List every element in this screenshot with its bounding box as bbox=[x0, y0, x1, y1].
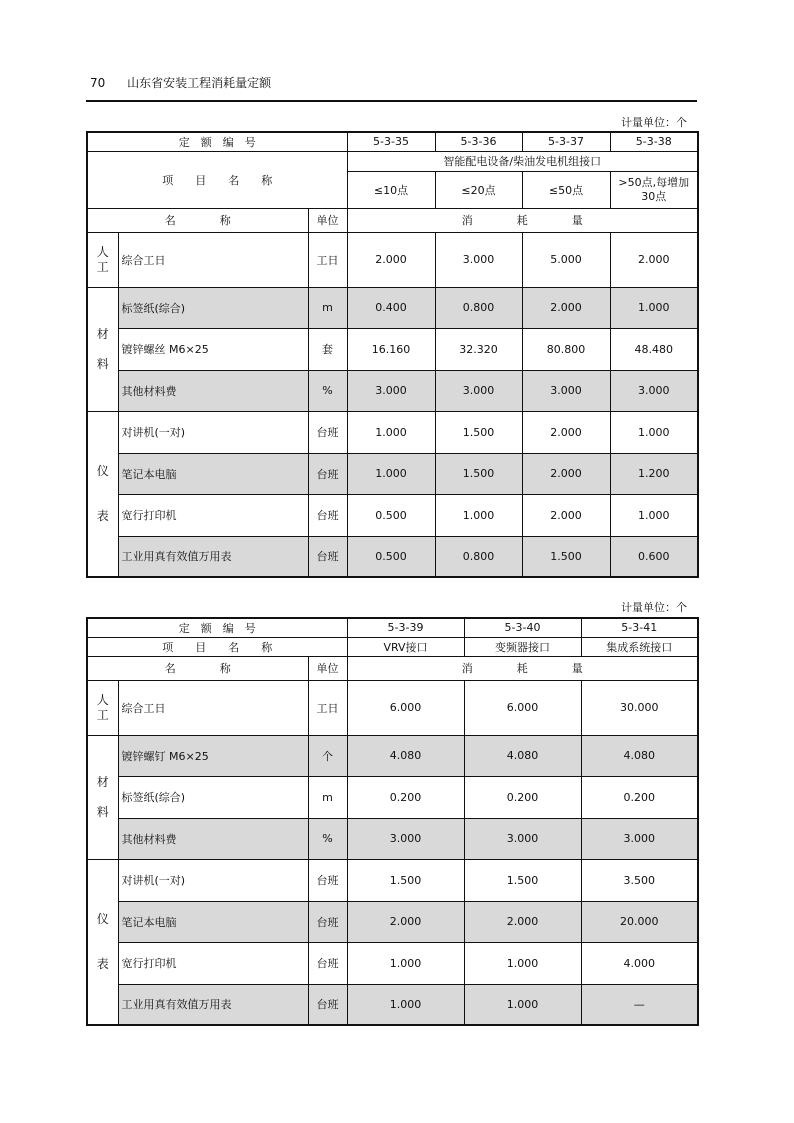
row-unit: % bbox=[308, 818, 347, 859]
value-cell: 20.000 bbox=[581, 901, 698, 942]
name-header: 名 称 bbox=[87, 208, 308, 232]
category-cell: 仪 表 bbox=[87, 859, 118, 1025]
table2-header-row bbox=[87, 656, 698, 680]
value-cell: — bbox=[581, 984, 698, 1025]
value-cell: 0.200 bbox=[347, 776, 464, 818]
row-unit: 台班 bbox=[308, 536, 347, 577]
category-cell: 材 料 bbox=[87, 287, 118, 411]
value-cell: 1.000 bbox=[347, 453, 435, 494]
value-cell: 48.480 bbox=[610, 328, 698, 370]
value-cell: 1.500 bbox=[347, 859, 464, 901]
row-name: 工业用真有效值万用表 bbox=[118, 984, 308, 1025]
table-row bbox=[87, 453, 698, 494]
row-unit: 工日 bbox=[308, 680, 347, 735]
code-cell: 5-3-40 bbox=[464, 618, 581, 637]
table2-unit-label: 计量单位：个 bbox=[621, 601, 687, 614]
table-row bbox=[87, 287, 698, 328]
value-cell: 2.000 bbox=[522, 287, 610, 328]
row-unit: 台班 bbox=[308, 901, 347, 942]
value-cell: 2.000 bbox=[347, 232, 435, 287]
value-cell: 1.000 bbox=[347, 984, 464, 1025]
value-cell: 0.200 bbox=[464, 776, 581, 818]
row-unit: 台班 bbox=[308, 411, 347, 453]
table-row bbox=[87, 370, 698, 411]
table-row bbox=[87, 859, 698, 901]
row-name: 综合工日 bbox=[118, 680, 308, 735]
item-cell: VRV接口 bbox=[347, 637, 464, 656]
value-cell: 30.000 bbox=[581, 680, 698, 735]
value-cell: 16.160 bbox=[347, 328, 435, 370]
value-cell: 5.000 bbox=[522, 232, 610, 287]
row-unit: m bbox=[308, 776, 347, 818]
item-cell: ≤10点 bbox=[347, 171, 435, 208]
value-cell: 1.000 bbox=[610, 287, 698, 328]
value-cell: 0.600 bbox=[610, 536, 698, 577]
table-row bbox=[87, 901, 698, 942]
value-cell: 2.000 bbox=[464, 901, 581, 942]
value-cell: 1.500 bbox=[464, 859, 581, 901]
header-rule bbox=[86, 100, 697, 102]
value-cell: 6.000 bbox=[347, 680, 464, 735]
item-name-label: 项 目 名 称 bbox=[87, 637, 347, 656]
category-cell: 人 工 bbox=[87, 680, 118, 735]
row-unit: 台班 bbox=[308, 859, 347, 901]
value-cell: 80.800 bbox=[522, 328, 610, 370]
row-name: 宽行打印机 bbox=[118, 942, 308, 984]
value-cell: 0.800 bbox=[435, 536, 522, 577]
code-label: 定 额 编 号 bbox=[87, 618, 347, 637]
table1-header-row bbox=[87, 208, 698, 232]
code-label: 定 额 编 号 bbox=[87, 132, 347, 151]
row-name: 笔记本电脑 bbox=[118, 901, 308, 942]
code-cell: 5-3-38 bbox=[610, 132, 698, 151]
value-cell: 3.000 bbox=[581, 818, 698, 859]
consume-header: 消 耗 量 bbox=[347, 208, 698, 232]
row-name: 镀锌螺钉 M6×25 bbox=[118, 735, 308, 776]
row-unit: 台班 bbox=[308, 453, 347, 494]
table-row bbox=[87, 411, 698, 453]
code-cell: 5-3-36 bbox=[435, 132, 522, 151]
table-row bbox=[87, 776, 698, 818]
value-cell: 3.000 bbox=[464, 818, 581, 859]
group-title: 智能配电设备/柴油发电机组接口 bbox=[347, 151, 698, 171]
code-cell: 5-3-35 bbox=[347, 132, 435, 151]
row-unit: 个 bbox=[308, 735, 347, 776]
value-cell: 1.000 bbox=[347, 411, 435, 453]
value-cell: 2.000 bbox=[610, 232, 698, 287]
item-name-label: 项 目 名 称 bbox=[87, 151, 347, 208]
value-cell: 3.000 bbox=[522, 370, 610, 411]
value-cell: 3.500 bbox=[581, 859, 698, 901]
value-cell: 6.000 bbox=[464, 680, 581, 735]
value-cell: 3.000 bbox=[347, 818, 464, 859]
item-cell: 变频器接口 bbox=[464, 637, 581, 656]
table2 bbox=[86, 617, 699, 1026]
row-name: 对讲机(一对) bbox=[118, 859, 308, 901]
row-unit: % bbox=[308, 370, 347, 411]
table2-item-row bbox=[87, 637, 698, 656]
unit-header: 单位 bbox=[308, 656, 347, 680]
table-row bbox=[87, 536, 698, 577]
value-cell: 2.000 bbox=[522, 411, 610, 453]
table-row bbox=[87, 942, 698, 984]
value-cell: 2.000 bbox=[522, 494, 610, 536]
value-cell: 2.000 bbox=[522, 453, 610, 494]
value-cell: 0.500 bbox=[347, 536, 435, 577]
value-cell: 3.000 bbox=[610, 370, 698, 411]
value-cell: 1.500 bbox=[435, 453, 522, 494]
row-name: 对讲机(一对) bbox=[118, 411, 308, 453]
item-cell: ≤50点 bbox=[522, 171, 610, 208]
table1-group-row bbox=[87, 151, 698, 171]
value-cell: 3.000 bbox=[347, 370, 435, 411]
table-row bbox=[87, 735, 698, 776]
row-unit: 台班 bbox=[308, 494, 347, 536]
row-name: 综合工日 bbox=[118, 232, 308, 287]
row-name: 其他材料费 bbox=[118, 818, 308, 859]
category-cell: 材 料 bbox=[87, 735, 118, 859]
value-cell: 2.000 bbox=[347, 901, 464, 942]
value-cell: 4.080 bbox=[581, 735, 698, 776]
row-name: 宽行打印机 bbox=[118, 494, 308, 536]
value-cell: 1.500 bbox=[435, 411, 522, 453]
row-unit: 台班 bbox=[308, 984, 347, 1025]
value-cell: 3.000 bbox=[435, 370, 522, 411]
value-cell: 1.000 bbox=[464, 942, 581, 984]
table2-code-row bbox=[87, 618, 698, 637]
page-number: 70 bbox=[90, 76, 106, 90]
value-cell: 1.000 bbox=[610, 494, 698, 536]
category-cell: 仪 表 bbox=[87, 411, 118, 577]
value-cell: 4.080 bbox=[347, 735, 464, 776]
book-title: 山东省安装工程消耗量定额 bbox=[127, 76, 272, 90]
table1 bbox=[86, 131, 699, 578]
item-cell: 集成系统接口 bbox=[581, 637, 698, 656]
value-cell: 1.500 bbox=[522, 536, 610, 577]
value-cell: 0.800 bbox=[435, 287, 522, 328]
table-row bbox=[87, 984, 698, 1025]
row-unit: 套 bbox=[308, 328, 347, 370]
row-name: 镀锌螺丝 M6×25 bbox=[118, 328, 308, 370]
row-name: 标签纸(综合) bbox=[118, 776, 308, 818]
unit-header: 单位 bbox=[308, 208, 347, 232]
table-row bbox=[87, 232, 698, 287]
value-cell: 1.000 bbox=[464, 984, 581, 1025]
row-name: 工业用真有效值万用表 bbox=[118, 536, 308, 577]
row-name: 笔记本电脑 bbox=[118, 453, 308, 494]
table1-code-row bbox=[87, 132, 698, 151]
code-cell: 5-3-37 bbox=[522, 132, 610, 151]
value-cell: 1.000 bbox=[435, 494, 522, 536]
consume-header: 消 耗 量 bbox=[347, 656, 698, 680]
value-cell: 4.080 bbox=[464, 735, 581, 776]
name-header: 名 称 bbox=[87, 656, 308, 680]
table1-unit-label: 计量单位：个 bbox=[621, 116, 687, 129]
table-row bbox=[87, 680, 698, 735]
value-cell: 0.400 bbox=[347, 287, 435, 328]
code-cell: 5-3-39 bbox=[347, 618, 464, 637]
value-cell: 0.200 bbox=[581, 776, 698, 818]
table-row bbox=[87, 328, 698, 370]
table-row bbox=[87, 818, 698, 859]
code-cell: 5-3-41 bbox=[581, 618, 698, 637]
page-header bbox=[90, 74, 271, 91]
row-name: 其他材料费 bbox=[118, 370, 308, 411]
value-cell: 32.320 bbox=[435, 328, 522, 370]
row-unit: 台班 bbox=[308, 942, 347, 984]
value-cell: 4.000 bbox=[581, 942, 698, 984]
category-cell: 人 工 bbox=[87, 232, 118, 287]
value-cell: 1.000 bbox=[347, 942, 464, 984]
value-cell: 1.200 bbox=[610, 453, 698, 494]
item-cell: >50点,每增加30点 bbox=[610, 171, 698, 208]
value-cell: 0.500 bbox=[347, 494, 435, 536]
row-unit: 工日 bbox=[308, 232, 347, 287]
value-cell: 1.000 bbox=[610, 411, 698, 453]
table-row bbox=[87, 494, 698, 536]
value-cell: 3.000 bbox=[435, 232, 522, 287]
row-unit: m bbox=[308, 287, 347, 328]
row-name: 标签纸(综合) bbox=[118, 287, 308, 328]
item-cell: ≤20点 bbox=[435, 171, 522, 208]
